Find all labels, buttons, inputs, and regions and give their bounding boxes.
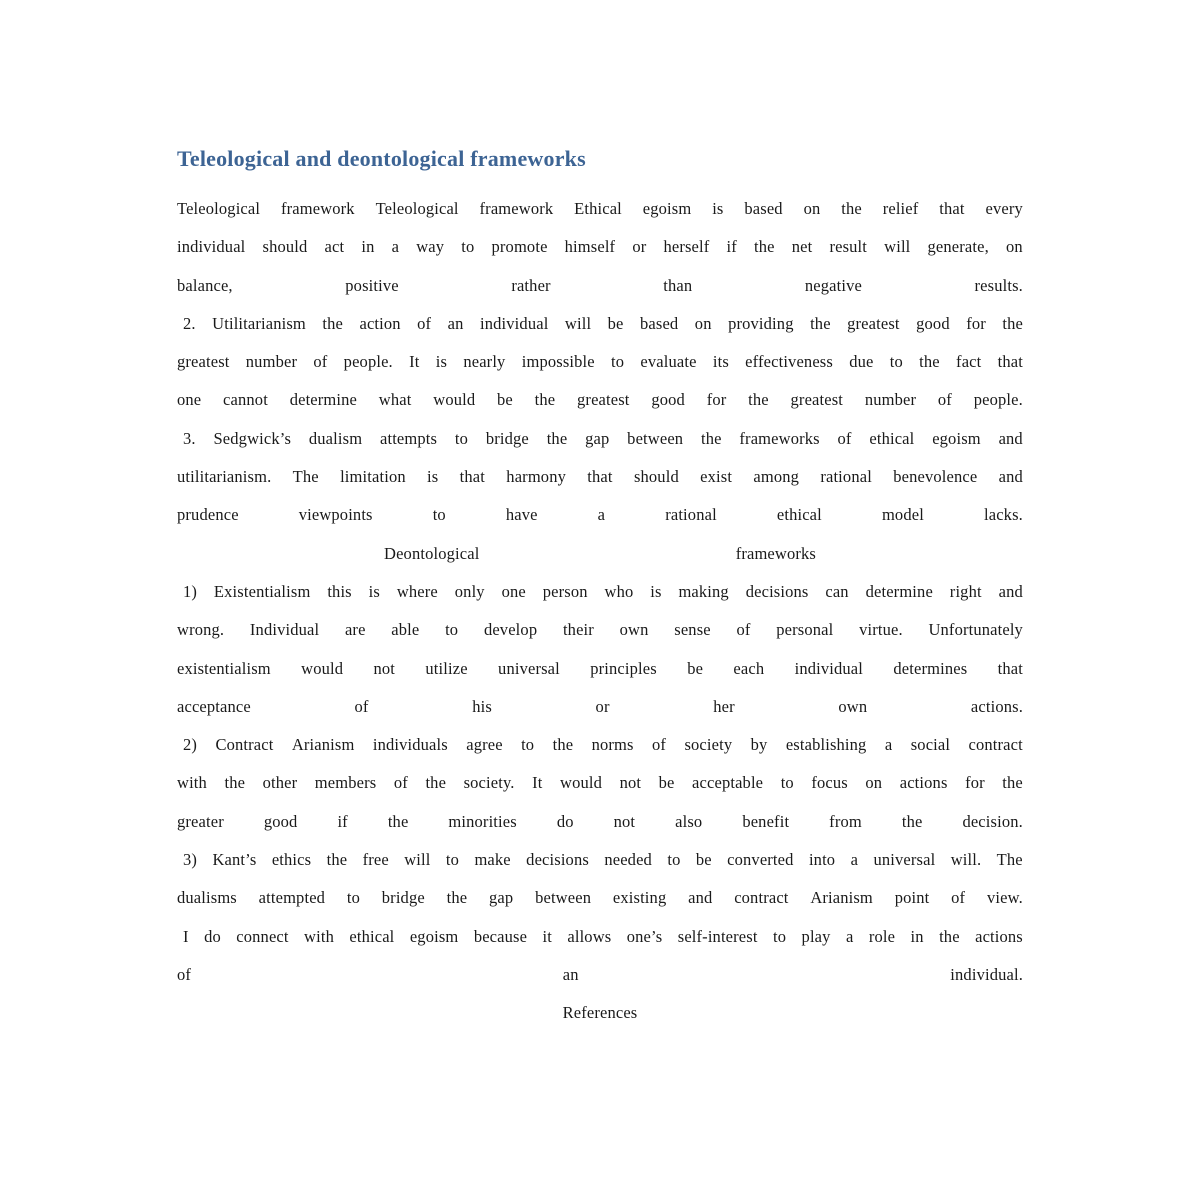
word: should <box>633 467 679 487</box>
word: determine <box>865 581 933 601</box>
word: people. <box>343 352 393 372</box>
word: negative <box>804 275 862 295</box>
word: and <box>998 467 1023 487</box>
word: lacks. <box>983 505 1023 525</box>
word: for <box>966 313 986 333</box>
text-line <box>177 381 1023 419</box>
word: number <box>864 390 917 410</box>
word: effectiveness <box>745 352 833 372</box>
word: of <box>937 390 952 410</box>
word: the <box>919 352 940 372</box>
word: dualisms <box>177 888 237 908</box>
word: of <box>837 428 852 448</box>
word: actions <box>975 926 1023 946</box>
word: It <box>409 352 420 372</box>
word: egoism <box>932 428 981 448</box>
word: universal <box>873 850 936 870</box>
text-line <box>177 803 1023 841</box>
word: utilitarianism. <box>177 467 272 487</box>
word: that <box>997 352 1023 372</box>
word: existentialism <box>177 658 271 678</box>
word: greatest <box>577 390 630 410</box>
word: act <box>324 237 345 257</box>
word: gap <box>585 428 610 448</box>
word: on <box>865 773 883 793</box>
word: benefit <box>742 811 790 831</box>
word: framework <box>479 199 554 218</box>
word: making <box>678 581 729 601</box>
word: because <box>473 926 528 946</box>
word: norms <box>591 735 634 755</box>
word: free <box>362 850 389 870</box>
word: providing <box>728 313 794 333</box>
word: the <box>224 773 246 793</box>
word: actions <box>899 773 948 793</box>
word: Ethical <box>574 199 622 218</box>
word: evaluate <box>640 352 697 372</box>
word: if <box>726 237 737 257</box>
word: the <box>322 313 343 333</box>
word: Deontological <box>384 543 480 563</box>
word: than <box>663 275 693 295</box>
word: to <box>773 926 787 946</box>
word: it <box>542 926 552 946</box>
word: of <box>417 313 432 333</box>
document-page <box>177 140 1023 1033</box>
word: not <box>613 811 636 831</box>
word: minorities <box>448 811 517 831</box>
word: Utilitarianism <box>212 313 306 333</box>
word: role <box>868 926 896 946</box>
word: Arianism <box>810 888 873 908</box>
word: every <box>985 199 1023 218</box>
word: other <box>262 773 298 793</box>
word: are <box>344 620 366 640</box>
word: each <box>733 658 765 678</box>
word: in <box>910 926 924 946</box>
word: of <box>736 620 751 640</box>
text-line <box>177 496 1023 534</box>
word: is <box>427 467 439 487</box>
word: 1) <box>183 581 198 601</box>
word: will <box>884 237 911 257</box>
word: individual <box>177 237 246 257</box>
word: establishing <box>785 735 867 755</box>
word: her <box>713 696 735 716</box>
word: the <box>754 237 775 257</box>
word: one <box>501 581 526 601</box>
word: one <box>177 390 202 410</box>
word: focus <box>811 773 848 793</box>
word: or <box>595 696 610 716</box>
word: be <box>658 773 675 793</box>
word: frameworks <box>735 543 816 563</box>
text-line <box>177 228 1023 266</box>
text-line <box>177 305 1023 343</box>
word: determines <box>893 658 968 678</box>
word: be <box>607 313 624 333</box>
word: bridge <box>485 428 529 448</box>
word: rational <box>820 467 872 487</box>
word: of <box>951 888 966 908</box>
word: where <box>396 581 438 601</box>
word: Arianism <box>291 735 355 755</box>
word: to <box>461 237 475 257</box>
word: members <box>314 773 377 793</box>
word: viewpoints <box>298 505 373 525</box>
word: decision. <box>962 811 1023 831</box>
word: needed <box>604 850 652 870</box>
word: his <box>472 696 492 716</box>
word: wrong. <box>177 620 225 640</box>
word: contract <box>734 888 789 908</box>
word: himself <box>564 237 616 257</box>
word: between <box>535 888 592 908</box>
text-line <box>177 650 1023 688</box>
word: not <box>619 773 642 793</box>
word: do <box>556 811 574 831</box>
word: based <box>744 199 783 218</box>
word: egoism <box>409 926 459 946</box>
word: the <box>546 428 568 448</box>
word: the <box>810 313 831 333</box>
word: contract <box>968 735 1023 755</box>
word: only <box>454 581 485 601</box>
word: own <box>619 620 649 640</box>
word: result <box>829 237 868 257</box>
word: able <box>391 620 420 640</box>
word: of <box>313 352 328 372</box>
word: play <box>801 926 831 946</box>
word: can <box>825 581 849 601</box>
word: sense <box>674 620 711 640</box>
word: the <box>425 773 447 793</box>
word: prudence <box>177 505 239 525</box>
word: the <box>326 850 348 870</box>
word: 2. <box>183 313 196 333</box>
word: that <box>459 467 485 487</box>
word: that <box>939 199 965 218</box>
word: universal <box>498 658 560 678</box>
word: utilize <box>425 658 468 678</box>
word: to <box>667 850 681 870</box>
word: Teleological <box>177 199 261 218</box>
word: existing <box>612 888 667 908</box>
word: attempts <box>379 428 438 448</box>
word: and <box>998 581 1023 601</box>
word: to <box>432 505 446 525</box>
word: promote <box>491 237 548 257</box>
word: the <box>901 811 923 831</box>
word: a <box>850 850 859 870</box>
word: this <box>327 581 352 601</box>
word: that <box>587 467 613 487</box>
word: Individual <box>249 620 320 640</box>
word: Sedgwick’s <box>213 428 292 448</box>
word: Teleological <box>375 199 459 218</box>
word: balance, <box>177 275 233 295</box>
word: on <box>803 199 821 218</box>
word: to <box>445 850 460 870</box>
word: good <box>916 313 950 333</box>
word: to <box>454 428 469 448</box>
word: society <box>684 735 733 755</box>
word: to <box>445 620 459 640</box>
word: harmony <box>506 467 566 487</box>
text-line <box>177 573 1023 611</box>
word: would <box>433 390 476 410</box>
text-line <box>177 841 1023 879</box>
word: limitation <box>340 467 406 487</box>
word: ethical <box>776 505 822 525</box>
word: of <box>393 773 408 793</box>
word: cannot <box>223 390 268 410</box>
word: the <box>387 811 409 831</box>
word: net <box>791 237 813 257</box>
text-line <box>177 956 1023 994</box>
word: relief <box>882 199 919 218</box>
text-line <box>177 918 1023 956</box>
text-line <box>177 764 1023 802</box>
text-line <box>177 343 1023 381</box>
word: agree <box>466 735 503 755</box>
word: personal <box>776 620 834 640</box>
word: is <box>712 199 724 218</box>
document-title: Teleological and deontological frameworks <box>177 146 586 171</box>
word: The <box>292 467 319 487</box>
word: to <box>521 735 535 755</box>
word: their <box>562 620 594 640</box>
word: ethics <box>271 850 312 870</box>
word: a <box>391 237 400 257</box>
word: into <box>808 850 836 870</box>
word: the <box>701 428 722 448</box>
word: good <box>263 811 298 831</box>
word: society. <box>463 773 515 793</box>
word: model <box>881 505 924 525</box>
word: from <box>829 811 862 831</box>
word: should <box>262 237 308 257</box>
word: a <box>845 926 854 946</box>
word: 3) <box>183 850 198 870</box>
word: the <box>1002 313 1023 333</box>
word: due <box>849 352 874 372</box>
word: a <box>884 735 893 755</box>
word: among <box>753 467 800 487</box>
word: nearly <box>463 352 506 372</box>
word: principles <box>590 658 657 678</box>
word: and <box>688 888 713 908</box>
word: person <box>542 581 588 601</box>
word: the <box>534 390 556 410</box>
word: people. <box>973 390 1023 410</box>
word: will <box>404 850 431 870</box>
word: also <box>675 811 703 831</box>
word: ethical <box>869 428 915 448</box>
word: individual <box>794 658 864 678</box>
word: fact <box>956 352 982 372</box>
word: have <box>505 505 538 525</box>
word: greatest <box>177 352 230 372</box>
word: rational <box>665 505 717 525</box>
word: acceptance <box>177 696 251 716</box>
word: benevolence <box>893 467 978 487</box>
word: determine <box>289 390 358 410</box>
word: the <box>1002 773 1023 793</box>
word: on <box>1006 237 1023 257</box>
word: develop <box>483 620 538 640</box>
word: greatest <box>847 313 900 333</box>
word: for <box>965 773 985 793</box>
word: way <box>416 237 445 257</box>
word: 3. <box>183 428 196 448</box>
word: acceptable <box>692 773 764 793</box>
word: will <box>564 313 592 333</box>
text-line <box>177 611 1023 649</box>
word: if <box>337 811 348 831</box>
word: the <box>939 926 960 946</box>
word: herself <box>663 237 710 257</box>
word: attempted <box>258 888 326 908</box>
word: impossible <box>521 352 595 372</box>
word: point <box>894 888 930 908</box>
word: with <box>177 773 207 793</box>
word: right <box>949 581 982 601</box>
word: bridge <box>381 888 425 908</box>
word: individual <box>480 313 549 333</box>
word: or <box>632 237 647 257</box>
word: by <box>750 735 768 755</box>
word: individual. <box>950 964 1023 984</box>
word: frameworks <box>739 428 820 448</box>
word: based <box>640 313 679 333</box>
word: Existentialism <box>213 581 311 601</box>
text-line <box>177 535 1023 573</box>
text-line <box>177 458 1023 496</box>
word: 2) <box>183 735 198 755</box>
word: view. <box>986 888 1023 908</box>
word: for <box>706 390 727 410</box>
word: is <box>435 352 448 372</box>
word: greatest <box>790 390 844 410</box>
word: own <box>838 696 868 716</box>
word: the <box>748 390 769 410</box>
word: generate, <box>927 237 989 257</box>
word: not <box>373 658 396 678</box>
word: of <box>652 735 667 755</box>
word: between <box>627 428 684 448</box>
word: Kant’s <box>212 850 257 870</box>
word: dualism <box>308 428 363 448</box>
word: decisions <box>745 581 809 601</box>
word: is <box>650 581 662 601</box>
word: be <box>687 658 704 678</box>
word: Contract <box>215 735 274 755</box>
word: action <box>359 313 401 333</box>
word: actions. <box>970 696 1023 716</box>
word: results. <box>974 275 1023 295</box>
word: of <box>177 964 192 984</box>
word: an <box>562 964 579 984</box>
word: would <box>301 658 344 678</box>
word: virtue. <box>859 620 903 640</box>
word: allows <box>567 926 612 946</box>
word: be <box>497 390 513 410</box>
word: Unfortunately <box>928 620 1023 640</box>
word: be <box>695 850 712 870</box>
word: number <box>245 352 298 372</box>
references-heading: References <box>562 1003 638 1023</box>
word: egoism <box>642 199 692 218</box>
word: would <box>560 773 603 793</box>
word: its <box>712 352 729 372</box>
word: ethical <box>349 926 395 946</box>
word: to <box>346 888 360 908</box>
word: on <box>694 313 712 333</box>
word: is <box>368 581 380 601</box>
word: make <box>474 850 511 870</box>
word: self-interest <box>677 926 758 946</box>
word: and <box>998 428 1023 448</box>
word: positive <box>345 275 399 295</box>
word: framework <box>280 199 355 218</box>
word: I <box>183 926 189 946</box>
word: who <box>604 581 634 601</box>
word: decisions <box>526 850 589 870</box>
word: individuals <box>372 735 448 755</box>
word: of <box>354 696 369 716</box>
word: to <box>611 352 625 372</box>
word: to <box>889 352 903 372</box>
word: rather <box>511 275 551 295</box>
word: an <box>447 313 464 333</box>
word: connect <box>236 926 289 946</box>
word: will. <box>950 850 982 870</box>
text-line <box>177 420 1023 458</box>
word: do <box>204 926 221 946</box>
word: good <box>651 390 685 410</box>
text-line <box>177 688 1023 726</box>
word: the <box>446 888 468 908</box>
text-line <box>177 726 1023 764</box>
text-line <box>177 267 1023 305</box>
word: one’s <box>626 926 663 946</box>
text-line <box>177 879 1023 917</box>
word: a <box>597 505 606 525</box>
word: exist <box>700 467 733 487</box>
word: gap <box>489 888 514 908</box>
word: The <box>996 850 1023 870</box>
word: what <box>378 390 412 410</box>
word: in <box>361 237 375 257</box>
word: It <box>532 773 543 793</box>
word: the <box>841 199 862 218</box>
word: greater <box>177 811 224 831</box>
word: the <box>552 735 574 755</box>
word: that <box>997 658 1023 678</box>
word: social <box>910 735 951 755</box>
word: with <box>304 926 334 946</box>
document-body <box>177 190 1023 1033</box>
text-line <box>177 190 1023 228</box>
word: converted <box>727 850 794 870</box>
word: to <box>780 773 794 793</box>
